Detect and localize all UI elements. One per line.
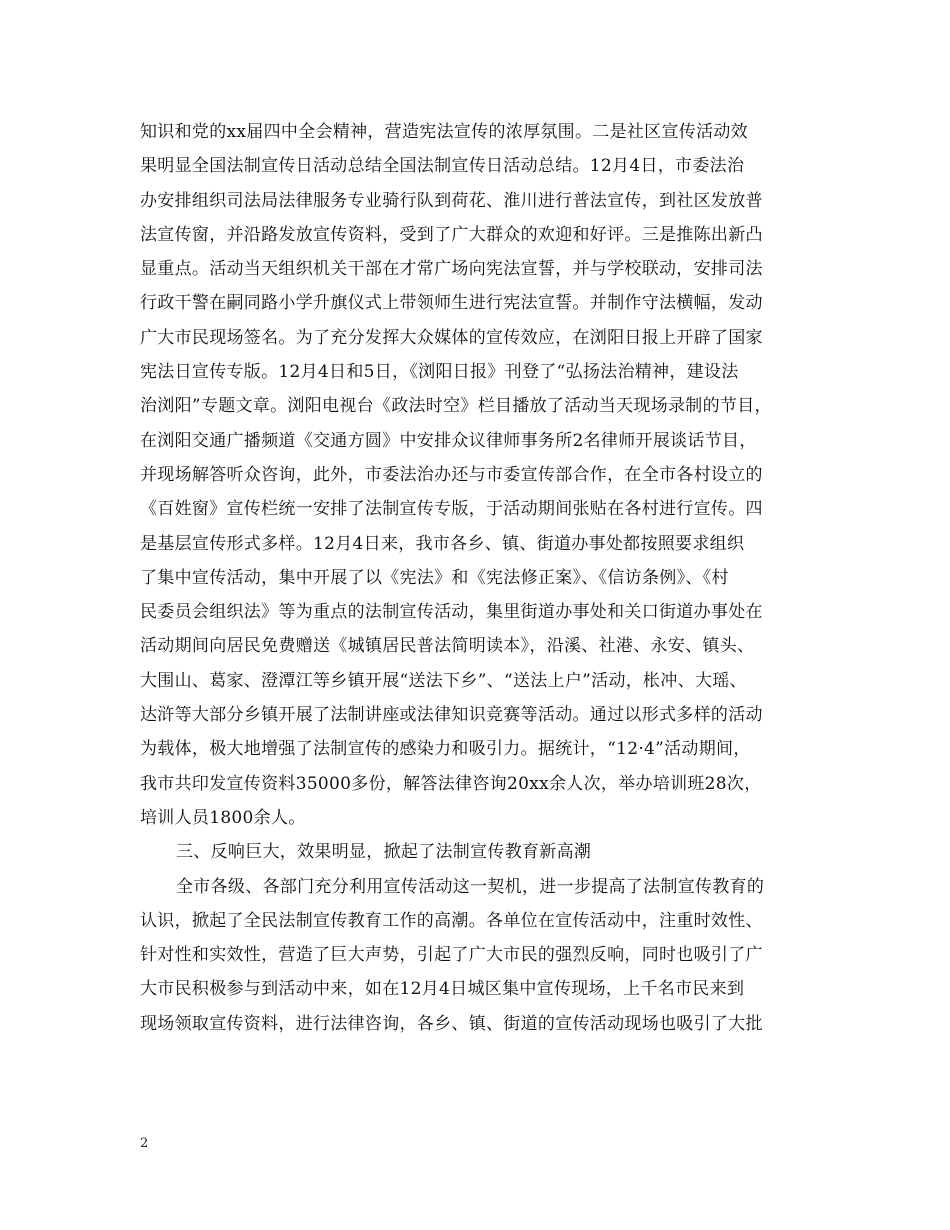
text-line: 行政干警在嗣同路小学升旗仪式上带领师生进行宪法宣誓。并制作守法横幅，发动 [140, 293, 763, 314]
text-line: 达浒等大部分乡镇开展了法制讲座或法律知识竞赛等活动。通过以形式多样的活动 [140, 705, 763, 726]
text-line: 活动期间向居民免费赠送《城镇居民普法简明读本》，沿溪、社港、永安、镇头、 [140, 636, 755, 657]
text-line: 大市民积极参与到活动中来，如在12月4日城区集中宣传现场，上千名市民来到 [140, 979, 745, 1000]
text-line: 宪法日宣传专版。12月4日和5日，《浏阳日报》刊登了“弘扬法治精神，建设法 [140, 362, 739, 383]
text-line: 大围山、葛家、澄潭江等乡镇开展“送法下乡”、“送法上户”活动，枨冲、大瑶、 [140, 670, 747, 691]
text-line: 办安排组织司法局法律服务专业骑行队到荷花、淮川进行普法宣传，到社区发放普 [140, 190, 763, 211]
text-line: 广大市民现场签名。为了充分发挥大众媒体的宣传效应，在浏阳日报上开辟了国家 [140, 327, 763, 348]
section-heading: 三、反响巨大，效果明显，掀起了法制宣传教育新高潮 [176, 842, 592, 863]
text-line: 现场领取宣传资料，进行法律咨询，各乡、镇、街道的宣传活动现场也吸引了大批 [140, 1013, 763, 1034]
text-line: 法宣传窗，并沿路发放宣传资料，受到了广大群众的欢迎和好评。三是推陈出新凸 [140, 224, 763, 245]
text-line: 我市共印发宣传资料35000多份，解答法律咨询20xx余人次，举办培训班28次， [140, 773, 762, 794]
document-body [140, 115, 830, 1041]
text-line: 民委员会组织法》等为重点的法制宣传活动，集里街道办事处和关口街道办事处在 [140, 602, 763, 623]
text-line: 是基层宣传形式多样。12月4日来，我市各乡、镇、街道办事处都按照要求组织 [140, 533, 745, 554]
text-line: 为载体，极大地增强了法制宣传的感染力和吸引力。据统计，“12·4”活动期间， [140, 739, 751, 760]
text-line: 认识，掀起了全民法制宣传教育工作的高潮。各单位在宣传活动中，注重时效性、 [140, 910, 763, 931]
text-line: 并现场解答听众咨询，此外，市委法治办还与市委宣传部合作，在全市各村设立的 [140, 464, 763, 485]
text-line: 培训人员1800余人。 [140, 807, 306, 828]
text-line: 了集中宣传活动，集中开展了以《宪法》和《宪法修正案》、《信访条例》、《村 [140, 567, 729, 588]
text-line: 全市各级、各部门充分利用宣传活动这一契机，进一步提高了法制宣传教育的 [176, 876, 765, 897]
text-line: 果明显全国法制宣传日活动总结全国法制宣传日活动总结。12月4日，市委法治 [140, 156, 745, 177]
text-line: 显重点。活动当天组织机关干部在才常广场向宪法宣誓，并与学校联动，安排司法 [140, 259, 763, 280]
page-number: 2 [140, 1136, 149, 1151]
text-line: 在浏阳交通广播频道《交通方圆》中安排众议律师事务所2名律师开展谈话节目， [140, 430, 757, 451]
text-line: 治浏阳”专题文章。浏阳电视台《政法时空》栏目播放了活动当天现场录制的节目， [140, 396, 772, 417]
text-line: 知识和党的xx届四中全会精神，营造宪法宣传的浓厚氛围。二是社区宣传活动效 [140, 122, 748, 142]
text-line: 《百姓窗》宣传栏统一安排了法制宣传专版，于活动期间张贴在各村进行宣传。四 [140, 499, 763, 520]
text-line: 针对性和实效性，营造了巨大声势，引起了广大市民的强烈反响，同时也吸引了广 [140, 945, 763, 966]
